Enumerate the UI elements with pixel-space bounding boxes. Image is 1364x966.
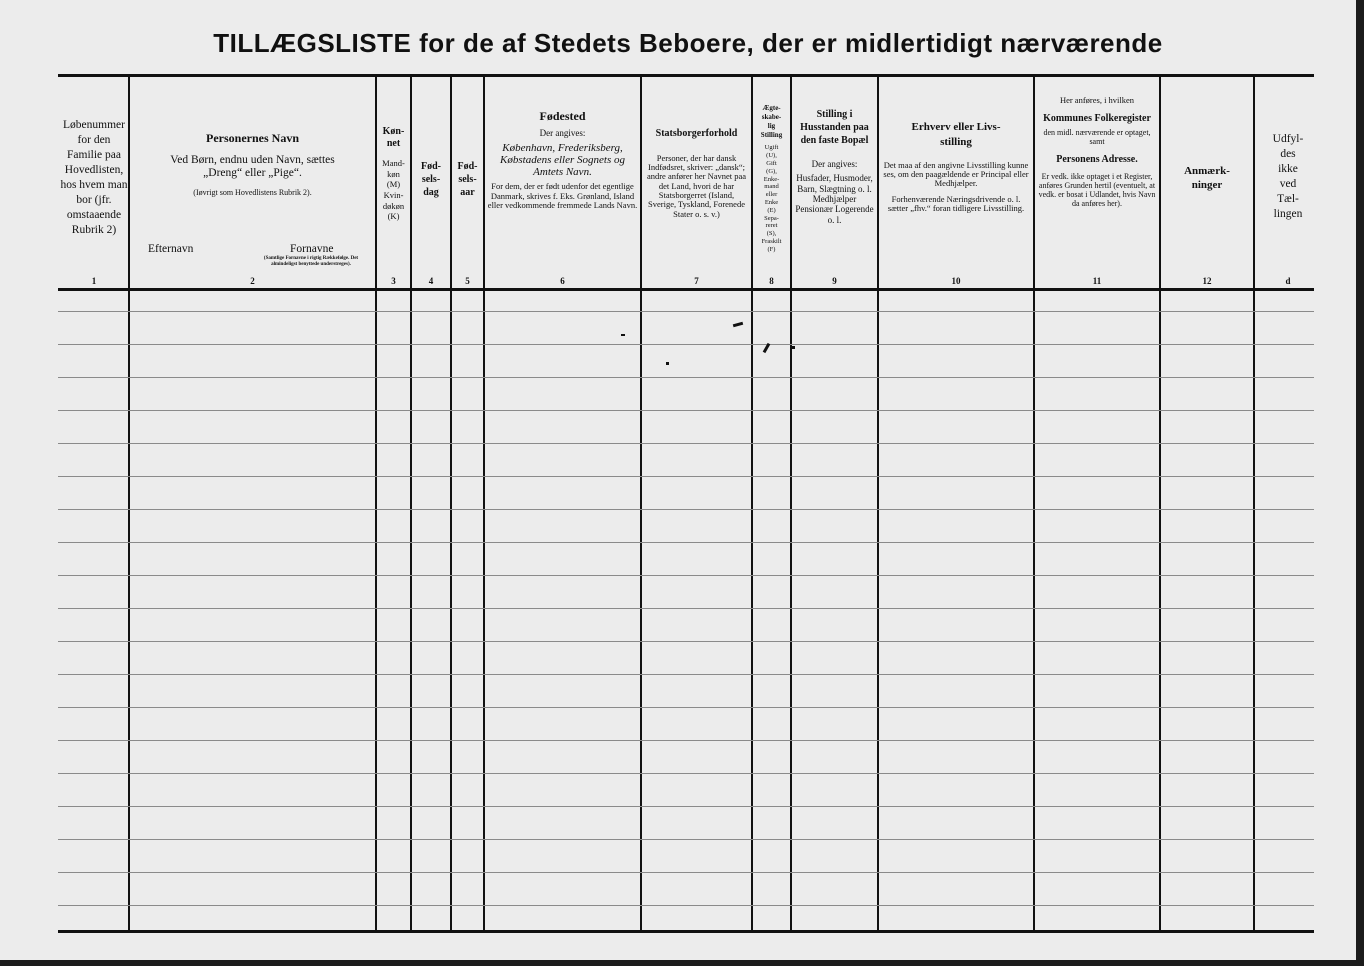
- entry-row-rule: [58, 311, 1314, 312]
- header-birth-year: Fød- sels- aar: [457, 161, 478, 198]
- entry-row-rule: [58, 872, 1314, 873]
- header-bottom-rule: [58, 288, 1314, 291]
- header-registry-address: Her anføres, i hvilken Kommunes Folkeregister den midl. nærværende er optaget, samt Personens Adresse. Er vedk. ikke optaget i et Register, anføres Grunden hertil (eventuelt, at vedk. er bosat i Udlandet, hvis Navn da anføres her).: [1038, 95, 1156, 209]
- entry-row-rule: [58, 575, 1314, 576]
- column-number: 3: [391, 276, 396, 286]
- column-number: 2: [250, 276, 255, 286]
- entry-row-rule: [58, 806, 1314, 807]
- header-birthplace: Fødested Der angives: København, Frederiksberg, Købstadens eller Sognets og Amtets Navn. For dem, der er født udenfor det egentlige Danmark, skrives f. Eks. Grønland, Island eller vedkommende fremmede Lands Navn.: [487, 109, 638, 211]
- header-citizenship: Statsborgerforhold Personer, der har dansk Indfødsret, skriver: „dansk“; andre anfører her Navnet paa det Land, hvori de har Statsborgerret (Island, Sverige, Tyskland, Forenede Stater o. s. v.): [646, 128, 747, 219]
- form-title: TILLÆGSLISTE for de af Stedets Beboere, der er midlertidigt nærværende: [213, 28, 1163, 58]
- ink-speck: [666, 362, 669, 365]
- entry-row-rule: [58, 509, 1314, 510]
- header-top-rule: [58, 74, 1314, 77]
- entry-row-rule: [58, 740, 1314, 741]
- header-sex: Køn- net Mand- køn (M) Kvin- døkøn (K): [382, 126, 405, 222]
- entry-row-rule: [58, 410, 1314, 411]
- column-number: d: [1285, 276, 1291, 286]
- entry-row-rule: [58, 476, 1314, 477]
- ink-speck: [733, 322, 743, 327]
- table-bottom-rule: [58, 930, 1314, 933]
- firstnames-note: (Samtlige Fornavne i rigtig Rækkefølge. Det almindeligst benyttede understreges).: [263, 256, 359, 267]
- column-number: 1: [91, 276, 97, 286]
- entry-row-rule: [58, 641, 1314, 642]
- entry-row-rule: [58, 443, 1314, 444]
- header-household-position: Stilling i Husstanden paa den faste Bopæl Der angives: Husfader, Husmoder, Barn, Slægtning o. l. Medhjælper Pensionær Logerende o. l.: [795, 109, 874, 225]
- entry-row-rule: [58, 377, 1314, 378]
- column-number: 9: [832, 276, 837, 286]
- column-number: 6: [560, 276, 565, 286]
- header-person-name: Personernes Navn Ved Børn, endnu uden Navn, sættes „Dreng“ eller „Pige“. (Iøvrigt som Hovedlistens Rubrik 2).: [170, 131, 335, 198]
- header-family-number: Løbenummer for den Familie paa Hovedlisten, hos hvem man bor (jfr. omstaaende Rubrik 2): [60, 119, 128, 236]
- ink-speck: [621, 334, 625, 336]
- entry-row-rule: [58, 674, 1314, 675]
- entry-row-rule: [58, 344, 1314, 345]
- column-number: 12: [1202, 276, 1212, 286]
- header-remarks: Anmærk- ninger: [1184, 165, 1230, 192]
- column-number: 8: [769, 276, 774, 286]
- header-not-filled: Udfyl- des ikke ved Tæl- lingen: [1272, 133, 1304, 220]
- column-number: 11: [1092, 276, 1102, 286]
- surname-label: Efternavn: [148, 243, 194, 255]
- column-number: 10: [951, 276, 961, 286]
- entry-row-rule: [58, 773, 1314, 774]
- header-birth-day: Fød- sels- dag: [421, 161, 441, 198]
- header-marital-status: Ægte- skabe- lig Stilling Ugift (U), Gift (G), Enke- mand eller Enke (E) Sepa- reret (S), Fraskilt (F): [760, 104, 783, 253]
- entry-row-rule: [58, 707, 1314, 708]
- column-number: 5: [465, 276, 470, 286]
- firstnames-label: Fornavne: [290, 243, 334, 255]
- column-number: 7: [694, 276, 699, 286]
- ink-speck: [792, 346, 795, 349]
- column-number: 4: [428, 276, 434, 286]
- entry-row-rule: [58, 542, 1314, 543]
- entry-row-rule: [58, 905, 1314, 906]
- entry-row-rule: [58, 608, 1314, 609]
- entry-row-rule: [58, 839, 1314, 840]
- header-occupation: Erhverv eller Livs- stilling Det maa af den angivne Livsstilling kunne ses, om den paagældende er Principal eller Medhjælper. Forhenværende Næringsdrivende o. l. sætter „fhv.“ foran tidligere Livsstilling.: [883, 121, 1029, 214]
